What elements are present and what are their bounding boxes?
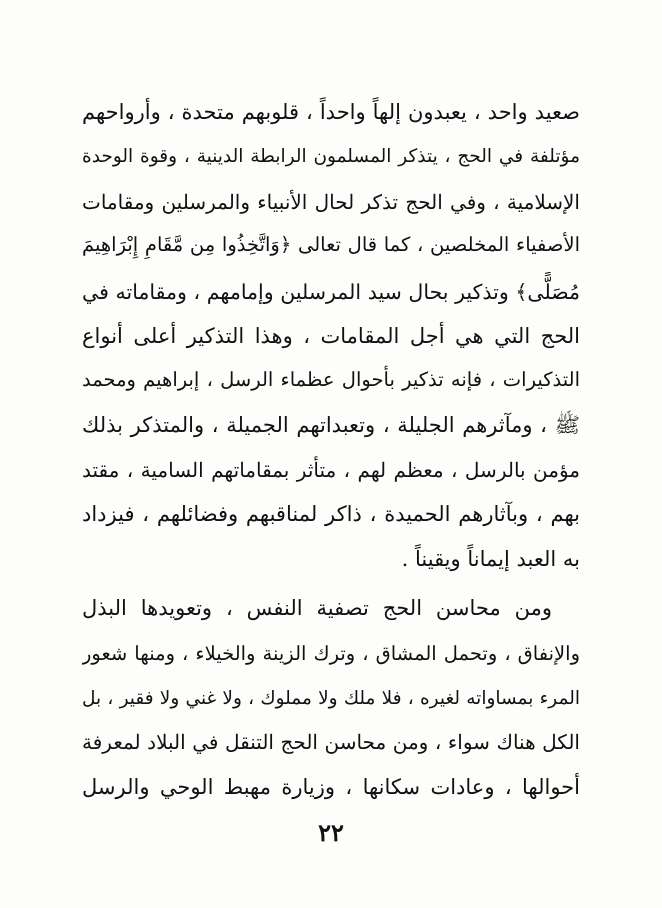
text-line: بهم ، وبآثارهم الحميدة ، ذاكر لمناقبهم وفضائلهم ، فيزداد	[82, 502, 580, 526]
text-line: الحج التي هي أجل المقامات ، وهذا التذكير أعلى أنواع	[82, 324, 580, 348]
text-line: صعيد واحد ، يعبدون إلهاً واحداً ، قلوبهم متحدة ، وأرواحهم	[82, 100, 580, 124]
text-line: والإنفاق ، وتحمل المشاق ، وترك الزينة والخيلاء ، ومنها شعور	[82, 642, 580, 665]
text-line: مؤمن بالرسل ، معظم لهم ، متأثر بمقاماتهم السامية ، مقتد	[82, 458, 580, 482]
text-line: الأصفياء المخلصين ، كما قال تعالى ﴿وَاتَّخِذُوا مِن مَّقَامِ إِبْرَاهِيمَ	[82, 233, 580, 256]
text-line: ﷺ ، ومآثرهم الجليلة ، وتعبداتهم الجميلة ، والمتذكر بذلك	[82, 413, 580, 437]
text-line: أحوالها ، وعادات سكانها ، وزيارة مهبط الوحي والرسل	[82, 775, 580, 799]
text-line: مُصَلًّى﴾ وتذكير بحال سيد المرسلين وإمامهم ، ومقاماته في	[82, 280, 580, 304]
text-line: المرء بمساواته لغيره ، فلا ملك ولا مملوك ، ولا غني ولا فقير ، بل	[82, 688, 580, 709]
text-line: الإسلامية ، وفي الحج تذكر لحال الأنبياء والمرسلين ومقامات	[82, 190, 580, 214]
text-line: التذكيرات ، فإنه تذكير بأحوال عظماء الرسل ، إبراهيم ومحمد	[82, 368, 580, 391]
text-line: ومن محاسن الحج تصفية النفس ، وتعويدها البذل	[82, 596, 552, 620]
text-line: الكل هناك سواء ، ومن محاسن الحج التنقل في البلاد لمعرفة	[82, 730, 580, 754]
page-number: ٢٢	[318, 818, 344, 847]
text-line: به العبد إيماناً ويقيناً .	[401, 547, 580, 571]
text-line: مؤتلفة في الحج ، يتذكر المسلمون الرابطة الدينية ، وقوة الوحدة	[82, 146, 580, 167]
